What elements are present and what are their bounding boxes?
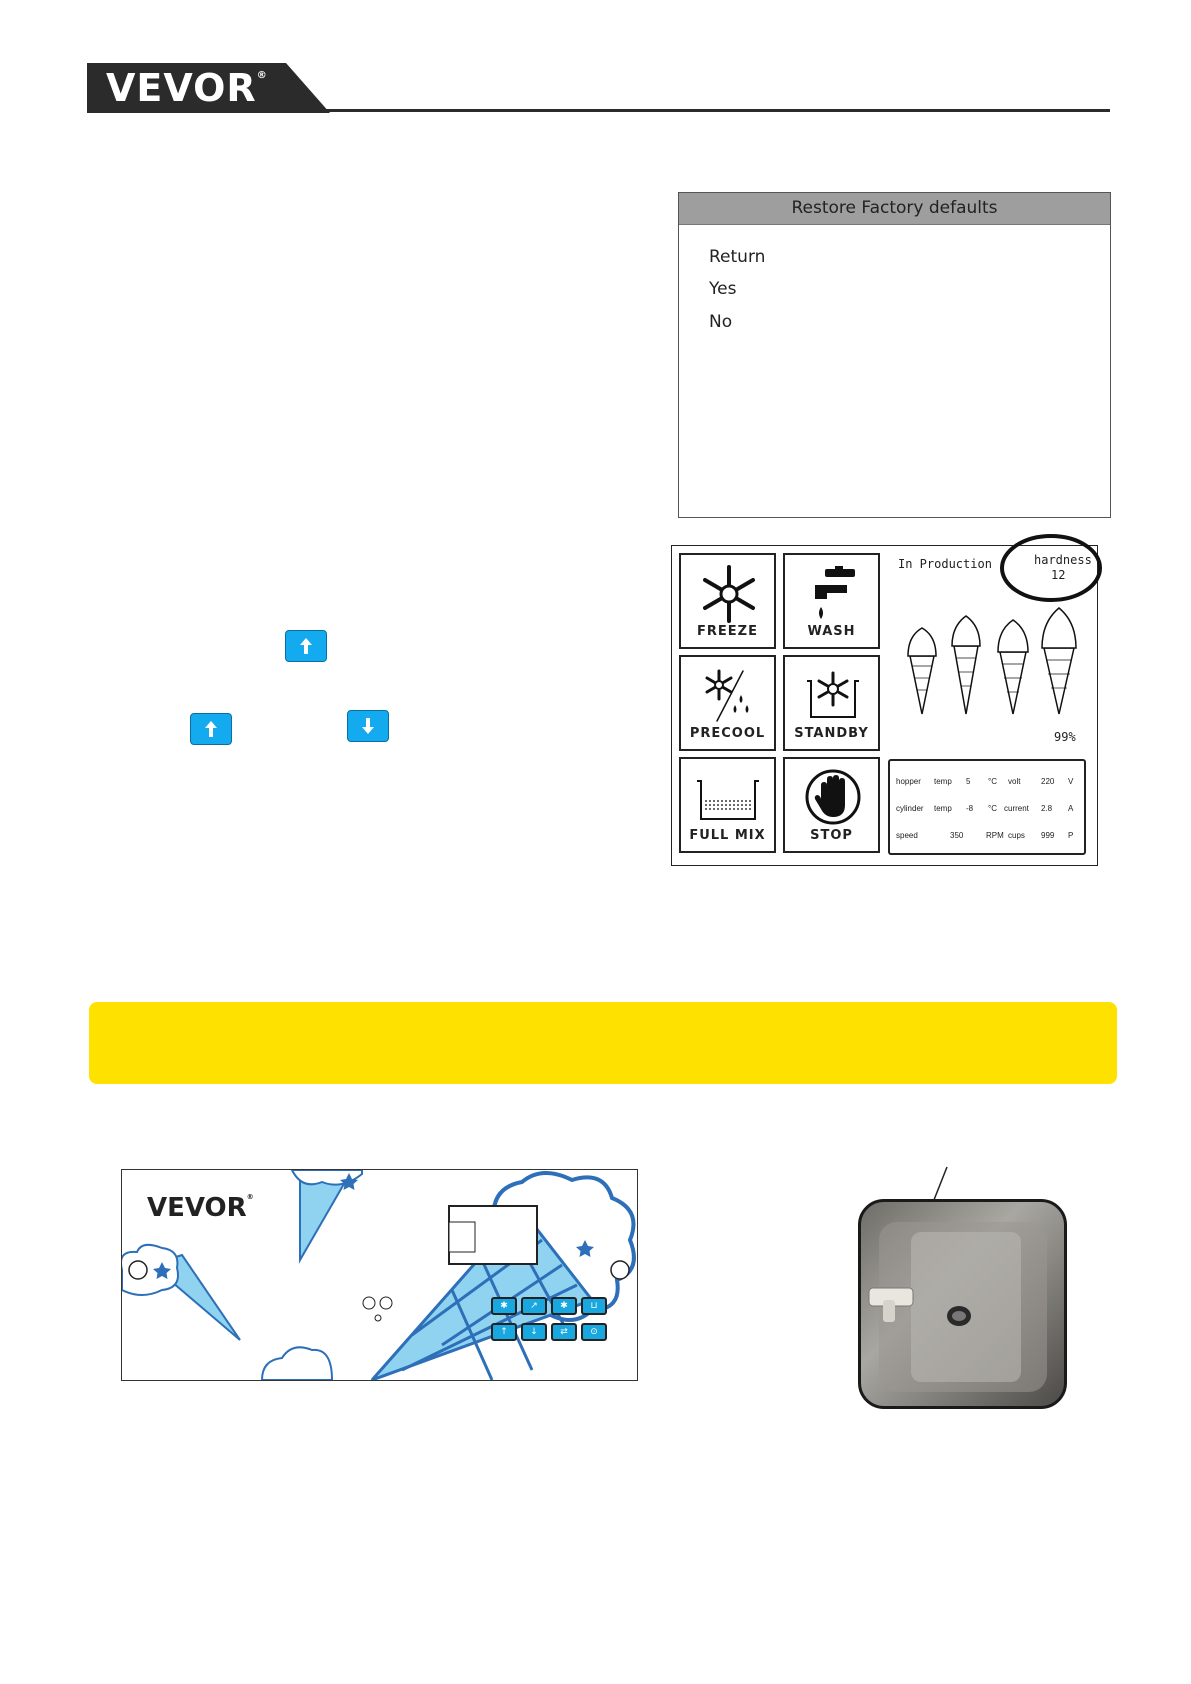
- up-arrow-icon: [203, 720, 219, 738]
- status-text: In Production: [898, 557, 992, 571]
- keypad-key[interactable]: ↗: [521, 1297, 547, 1315]
- full-mix-label: FULL MIX: [689, 828, 766, 843]
- stat-unit: P: [1068, 831, 1074, 840]
- standby-icon: [803, 665, 863, 727]
- front-panel-illustration: [121, 1169, 638, 1381]
- stat-label: speed: [896, 831, 918, 840]
- stat-label: volt: [1008, 777, 1021, 786]
- note-banner: [89, 1002, 1117, 1084]
- wash-label: WASH: [807, 624, 856, 639]
- cups-value: 999: [1041, 831, 1055, 840]
- machine-control-screen: [671, 545, 1098, 866]
- volt-value: 220: [1041, 777, 1055, 786]
- stat-label: hopper: [896, 777, 921, 786]
- option-no[interactable]: No: [709, 312, 733, 332]
- stop-label: STOP: [810, 828, 853, 843]
- speed-value: 350: [950, 831, 964, 840]
- option-return[interactable]: Return: [709, 247, 766, 267]
- current-value: 2.8: [1041, 804, 1053, 813]
- down-arrow-button[interactable]: [347, 710, 389, 742]
- freeze-label: FREEZE: [697, 624, 758, 639]
- keypad-key[interactable]: ⊔: [581, 1297, 607, 1315]
- stat-unit: °C: [988, 804, 997, 813]
- precool-icon: [699, 665, 759, 727]
- stat-unit: A: [1068, 804, 1074, 813]
- up-arrow-icon: [298, 637, 314, 655]
- up-arrow-button-2[interactable]: [190, 713, 232, 745]
- hardness-value: 12: [1051, 568, 1066, 582]
- header-rule: [320, 109, 1110, 112]
- up-arrow-button[interactable]: [285, 630, 327, 662]
- precool-label: PRECOOL: [689, 726, 766, 741]
- stat-unit: V: [1068, 777, 1074, 786]
- precool-button[interactable]: [679, 655, 776, 751]
- snowflake-icon: [699, 563, 759, 625]
- fill-percent: 99%: [1054, 730, 1076, 744]
- stop-hand-icon: [803, 767, 863, 829]
- stat-label: temp: [934, 777, 952, 786]
- option-yes[interactable]: Yes: [709, 279, 737, 299]
- full-mix-icon: [693, 767, 763, 829]
- hopper-photo: [858, 1199, 1067, 1409]
- panel-keypad: [491, 1297, 603, 1341]
- ice-cream-cones-graphic: [900, 606, 1080, 716]
- down-arrow-icon: [360, 717, 376, 735]
- hopper-sensor-image: [861, 1202, 1064, 1406]
- stat-label: current: [1004, 804, 1029, 813]
- cylinder-temp-value: -8: [966, 804, 974, 813]
- stat-label: cups: [1008, 831, 1025, 840]
- keypad-key[interactable]: ✱: [551, 1297, 577, 1315]
- stop-button[interactable]: [783, 757, 880, 853]
- panel-brand-logo: VEVOR®: [147, 1193, 254, 1223]
- keypad-key[interactable]: ✱: [491, 1297, 517, 1315]
- stat-label: temp: [934, 804, 952, 813]
- keypad-key[interactable]: ⇄: [551, 1323, 577, 1341]
- wash-button[interactable]: [783, 553, 880, 649]
- keypad-key[interactable]: ⊙: [581, 1323, 607, 1341]
- stat-unit: RPM: [986, 831, 1004, 840]
- keypad-key[interactable]: ↑: [491, 1323, 517, 1341]
- stat-unit: °C: [988, 777, 997, 786]
- faucet-icon: [803, 563, 863, 625]
- freeze-button[interactable]: [679, 553, 776, 649]
- restore-defaults-screen: [678, 192, 1111, 518]
- stat-label: cylinder: [896, 804, 924, 813]
- standby-button[interactable]: [783, 655, 880, 751]
- full-mix-button[interactable]: [679, 757, 776, 853]
- keypad-key[interactable]: ↓: [521, 1323, 547, 1341]
- restore-defaults-title: Restore Factory defaults: [679, 193, 1110, 225]
- brand-logo: VEVOR®: [106, 66, 268, 110]
- standby-label: STANDBY: [794, 726, 869, 741]
- machine-stats-box: [888, 759, 1086, 855]
- hardness-label: hardness: [1034, 553, 1092, 567]
- hopper-temp-value: 5: [966, 777, 971, 786]
